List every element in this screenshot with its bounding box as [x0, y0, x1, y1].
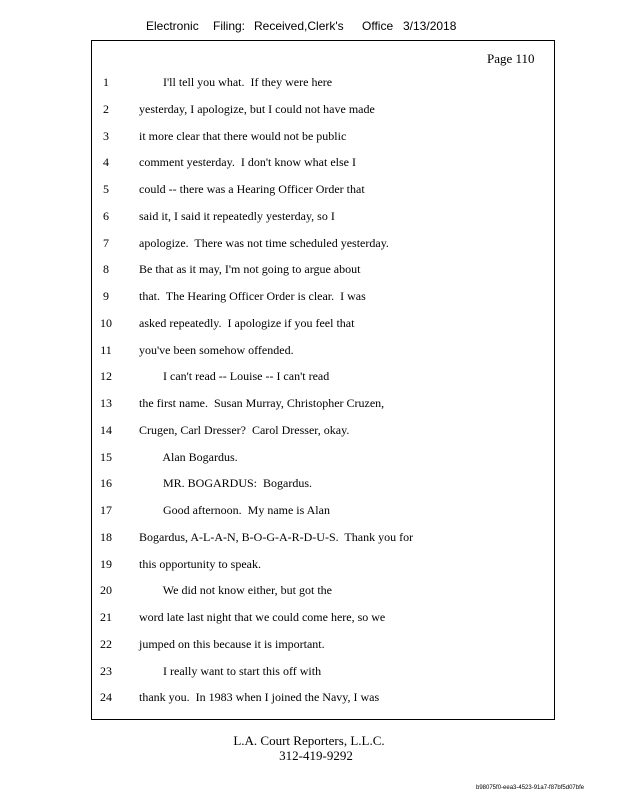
transcript-line: [0, 476, 618, 496]
line-number: 20: [100, 583, 112, 598]
line-text: Good afternoon. My name is Alan: [139, 503, 330, 517]
line-text: We did not know either, but got the: [139, 583, 332, 598]
transcript-line: [0, 236, 618, 256]
transcript-line: [0, 316, 618, 336]
header-office: Office: [362, 19, 394, 33]
transcript-line: [0, 530, 618, 550]
header-filing: Filing:: [213, 19, 246, 33]
line-text: apologize. There was not time scheduled yesterday.: [139, 235, 389, 250]
line-number: 17: [100, 503, 112, 517]
transcript-line: [0, 209, 618, 229]
line-text: I can't read -- Louise -- I can't read: [139, 369, 330, 384]
line-number: 7: [103, 235, 109, 250]
transcript-line: [0, 262, 618, 282]
footer-phone: 312-419-9292: [279, 748, 353, 763]
line-text: could -- there was a Hearing Officer Order that: [139, 182, 365, 196]
line-text: Bogardus, A-L-A-N, B-O-G-A-R-D-U-S. Thank you for: [139, 529, 414, 544]
footer-company: L.A. Court Reporters, L.L.C.: [233, 733, 385, 748]
line-number: 14: [100, 422, 112, 437]
line-number: 12: [100, 369, 112, 384]
transcript-line: [0, 396, 618, 416]
transcript-line: [0, 129, 618, 149]
header-electronic: Electronic: [146, 19, 199, 33]
line-text: the first name. Susan Murray, Christopher Cruzen,: [139, 396, 385, 410]
line-number: 19: [100, 556, 112, 571]
transcript-line: [0, 102, 618, 122]
transcript-line: [0, 423, 618, 443]
line-number: 15: [100, 449, 112, 464]
line-number: 16: [100, 476, 112, 491]
line-number: 4: [103, 155, 109, 170]
line-number: 11: [100, 342, 112, 357]
header-received: Received,Clerk's: [254, 19, 344, 33]
line-number: 2: [103, 101, 109, 116]
line-text: Be that as it may, I'm not going to argue about: [139, 262, 361, 277]
transcript-line: [0, 75, 618, 95]
line-text: you've been somehow offended.: [139, 342, 294, 357]
document-id: b98075f0-eea3-4523-91a7-f87bf5d07bfe: [476, 785, 585, 791]
transcript-line: [0, 583, 618, 603]
line-text: comment yesterday. I don't know what else I: [139, 155, 356, 170]
line-number: 3: [103, 128, 109, 143]
line-number: 10: [100, 315, 112, 330]
line-text: it more clear that there would not be public: [139, 128, 347, 143]
transcript-line: [0, 369, 618, 389]
line-text: said it, I said it repeatedly yesterday, so I: [139, 208, 335, 223]
transcript-line: [0, 450, 618, 470]
line-number: 22: [100, 636, 112, 651]
transcript-line: [0, 637, 618, 657]
line-number: 8: [103, 262, 109, 277]
line-number: 24: [100, 690, 112, 705]
line-text: thank you. In 1983 when I joined the Navy, I was: [139, 690, 380, 705]
transcript-line: [0, 664, 618, 684]
line-number: 5: [103, 182, 109, 196]
transcript-line: [0, 690, 618, 710]
line-number: 18: [100, 529, 112, 544]
line-number: 21: [100, 610, 112, 624]
line-text: Alan Bogardus.: [139, 449, 238, 464]
page-number: Page 110: [487, 51, 535, 66]
transcript-line: [0, 289, 618, 309]
transcript-line: [0, 155, 618, 175]
line-text: that. The Hearing Officer Order is clear. I was: [139, 289, 366, 303]
line-text: word late last night that we could come here, so we: [139, 610, 386, 624]
transcript-line: [0, 610, 618, 630]
line-text: jumped on this because it is important.: [139, 636, 325, 651]
line-text: I really want to start this off with: [139, 663, 322, 678]
filing-header: [0, 19, 618, 39]
transcript-line: [0, 343, 618, 363]
line-number: 6: [103, 208, 109, 223]
line-number: 1: [103, 75, 109, 89]
transcript-line: [0, 503, 618, 523]
line-text: yesterday, I apologize, but I could not have made: [139, 101, 375, 116]
line-text: asked repeatedly. I apologize if you feel that: [139, 315, 355, 330]
line-number: 23: [100, 663, 112, 678]
line-text: Crugen, Carl Dresser? Carol Dresser, okay.: [139, 422, 350, 437]
transcript-line: [0, 557, 618, 577]
line-text: MR. BOGARDUS: Bogardus.: [139, 476, 313, 491]
line-text: this opportunity to speak.: [139, 556, 261, 571]
transcript-line: [0, 182, 618, 202]
line-text: I'll tell you what. If they were here: [139, 75, 333, 89]
line-number: 13: [100, 396, 112, 410]
line-number: 9: [103, 289, 109, 303]
header-date: 3/13/2018: [403, 19, 457, 33]
